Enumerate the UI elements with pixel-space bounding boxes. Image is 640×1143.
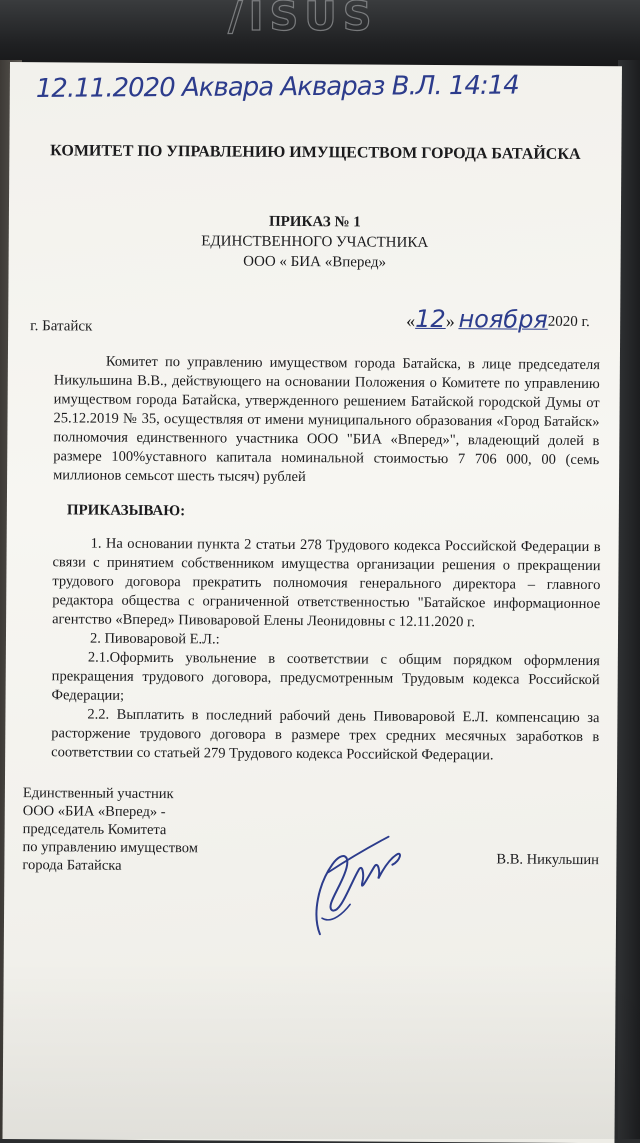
signer-line: председатель Комитета: [22, 821, 167, 839]
city-label: г. Батайск: [30, 318, 93, 335]
preamble-block: [53, 352, 600, 489]
signer-line: ООО «БИА «Вперед» -: [22, 803, 166, 821]
date-month: ноября: [458, 305, 548, 334]
date-close-quote: »: [445, 311, 455, 332]
company-name: ООО « БИА «Вперед»: [243, 253, 387, 271]
document-sheet: [2, 62, 622, 1143]
order-item-1: 1. На основании пункта 2 статьи 278 Трудового кодекса Российской Федерации в связи с принятием собственником имущества организации решения о прекращении трудового договора прекратить полномочия генерального директора – главного редактора общества с ограниченной ответственностью "Батайское информационное агентство «Вперед» Пивоваровой Елены Леонидовны с 12.11.2020 г.: [52, 535, 601, 631]
order-number: ПРИКАЗ № 1: [268, 213, 361, 231]
preamble-paragraph: Комитет по управлению имуществом города Батайска, в лице председателя Никульшина В.В., действующего на основании Положения о Комитете по управлению имуществом города Батайска, утвержденного решением Батайской городской Думы от 25.12.2019 № 35, осуществляя от имени муниципального образования «Город Батайск» полномочия единственного участника ООО "БИА «Вперед»", владеющий долей в размере 100%уставного капитала номинальной стоимостью 7 706 000, 00 (семь миллионов семьсот шесть тысяч) рублей: [53, 353, 600, 486]
monitor-brand-logo: /ISUS: [228, 0, 378, 40]
order-date: [406, 305, 590, 334]
order-title-block: [9, 210, 621, 274]
order-subtitle: ЕДИНСТВЕННОГО УЧАСТНИКА: [201, 233, 429, 251]
handwritten-note: 12.11.2020 Аквара Аквараз В.Л. 14:14: [35, 70, 519, 104]
signer-name: В.В. Никульшин: [496, 851, 599, 869]
handwritten-signature: [292, 814, 413, 945]
decree-heading: ПРИКАЗЫВАЮ:: [66, 502, 186, 520]
signer-line: по управлению имуществом: [22, 839, 199, 857]
desk-right-edge: [618, 60, 640, 1139]
date-day: 12: [415, 304, 446, 334]
order-item-2-1: 2.1.Оформить увольнение в соответствии с общим порядком оформления прекращения трудового договора, предусмотренным Трудовым кодекса Российской Федерации;: [51, 649, 600, 704]
date-open-quote: «: [406, 310, 416, 331]
organization-header: КОМИТЕТ ПО УПРАВЛЕНИЮ ИМУЩЕСТВОМ ГОРОДА БАТАЙСКА: [50, 142, 581, 163]
signer-line: города Батайска: [22, 857, 122, 874]
signer-line: Единственный участник: [22, 785, 174, 803]
date-year: 2020 г.: [547, 313, 590, 331]
order-items: [51, 534, 601, 766]
order-item-2-2: 2.2. Выплатить в последний рабочий день Пивоваровой Е.Л. компенсацию за расторжение трудового договора в размере трех средних месячных заработков в соответствии со статьей 279 Трудового кодекса Российской Федерации.: [51, 706, 600, 764]
signer-block: [22, 784, 198, 875]
order-item-2: 2. Пивоваровой Е.Л.:: [89, 630, 220, 648]
